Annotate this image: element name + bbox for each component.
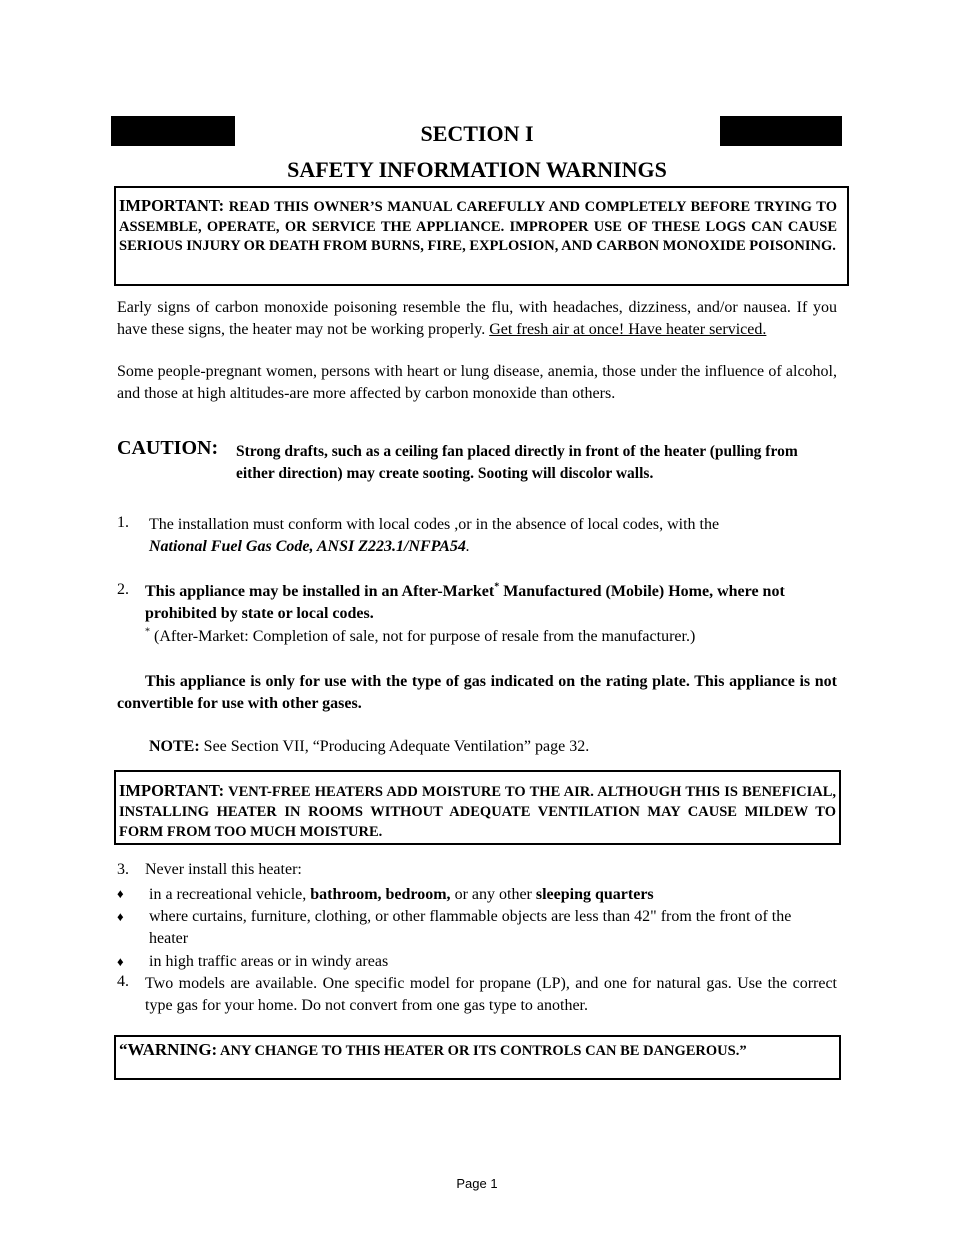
- warning-label: “WARNING:: [119, 1040, 218, 1059]
- warning-text: ANY CHANGE TO THIS HEATER OR ITS CONTROLS CAN BE DANGEROUS.”: [217, 1043, 747, 1059]
- important-box-moisture-text: [119, 781, 836, 842]
- warning-box: [114, 1035, 841, 1080]
- caution-label: CAUTION:: [117, 437, 219, 459]
- item-4-number: 4.: [117, 973, 129, 990]
- note-paragraph: [149, 736, 849, 758]
- important-box-read-manual: [114, 186, 849, 286]
- sensitive-groups-paragraph: Some people-pregnant women, persons with heart or lung disease, anemia, those under the influence of alcohol, and those at high altitudes-are more affected by carbon monoxide than others.: [117, 363, 837, 402]
- bullet-1-bold-rooms: bathroom, bedroom,: [310, 886, 451, 903]
- caution-text: Strong drafts, such as a ceiling fan placed directly in front of the heater (pulling from either direction) may create sooting. Sooting will discolor walls.: [236, 443, 798, 482]
- bullet-1-text: [149, 884, 849, 906]
- item-2-asterisk: *: [494, 581, 500, 593]
- bullet-2: ♦: [117, 909, 124, 924]
- note-text: See Section VII, “Producing Adequate Ventilation” page 32.: [199, 738, 590, 755]
- important-text: READ THIS OWNER’S MANUAL CAREFULLY AND COMPLETELY BEFORE TRYING TO ASSEMBLE, OPERATE, OR SERVICE THE APPLIANCE. IMPROPER USE OF THESE LOGS CAN CAUSE SERIOUS INJURY OR DEATH FROM BURNS, FIRE, EXPLOSION, AND CARBON MONOXIDE POISONING.: [119, 199, 837, 254]
- co-paragraph-underlined: Get fresh air at once! Have heater serviced.: [489, 320, 767, 338]
- item-2-text-after: Manufactured (Mobile) Home, where not prohibited by state or local codes.: [145, 583, 785, 622]
- item-3-text: Never install this heater:: [145, 861, 302, 878]
- item-3-number: 3.: [117, 861, 129, 878]
- co-paragraph-text: Early signs of carbon monoxide poisoning resemble the flu, with headaches, dizziness, and/or nausea. If you have these signs, the heater may not be working properly.: [117, 299, 837, 338]
- item-1-code: National Fuel Gas Code, ANSI Z223.1/NFPA54: [149, 537, 466, 555]
- item-1-period: .: [465, 537, 470, 555]
- important-box-moisture: [114, 770, 841, 845]
- section-title: SECTION I: [420, 121, 534, 146]
- bullet-3-text: in high traffic areas or in windy areas: [149, 953, 389, 970]
- bullet-1-mid: or any other: [450, 886, 536, 903]
- co-poisoning-paragraph: [117, 297, 837, 340]
- item-2-footnote: [145, 626, 845, 648]
- bullet-1-pre: in a recreational vehicle,: [149, 886, 311, 903]
- gas-type-paragraph: This appliance is only for use with the type of gas indicated on the rating plate. This appliance is not convertible for use with other gases.: [117, 673, 837, 712]
- footnote-text: (After-Market: Completion of sale, not for purpose of resale from the manufacturer.): [150, 628, 696, 645]
- item-2-text-before: This appliance may be installed in an After-Market: [145, 583, 495, 600]
- warning-box-text: [119, 1040, 836, 1061]
- important-label: IMPORTANT:: [119, 196, 225, 215]
- important-label-2: IMPORTANT:: [119, 781, 225, 800]
- item-1-text: [149, 514, 849, 557]
- footnote-asterisk: *: [145, 626, 150, 638]
- page-number: Page 1: [456, 1176, 498, 1191]
- page-subtitle: SAFETY INFORMATION WARNINGS: [287, 157, 667, 182]
- bullet-1: ♦: [117, 886, 124, 901]
- important-text-2: VENT-FREE HEATERS ADD MOISTURE TO THE AIR. ALTHOUGH THIS IS BENEFICIAL, INSTALLING HEATER IN ROOMS WITHOUT ADEQUATE VENTILATION MAY CAUSE MILDEW TO FORM FROM TOO MUCH MOISTURE.: [119, 784, 836, 840]
- note-label: NOTE:: [149, 738, 200, 755]
- item-2-number: 2.: [117, 581, 129, 598]
- item-1-body: The installation must conform with local codes ,or in the absence of local codes, with the: [149, 516, 720, 533]
- bullet-2-text: where curtains, furniture, clothing, or other flammable objects are less than 42" from the front of the heater: [149, 908, 792, 947]
- important-box-read-manual-text: [119, 196, 837, 257]
- bullet-1-bold-sleeping: sleeping quarters: [535, 886, 654, 903]
- item-2-text: [145, 581, 835, 624]
- bullet-3: ♦: [117, 954, 124, 969]
- item-1-number: 1.: [117, 514, 129, 531]
- item-4-text: Two models are available. One specific model for propane (LP), and one for natural gas. Use the correct type gas for your home. Do not convert from one gas type to another.: [145, 975, 837, 1014]
